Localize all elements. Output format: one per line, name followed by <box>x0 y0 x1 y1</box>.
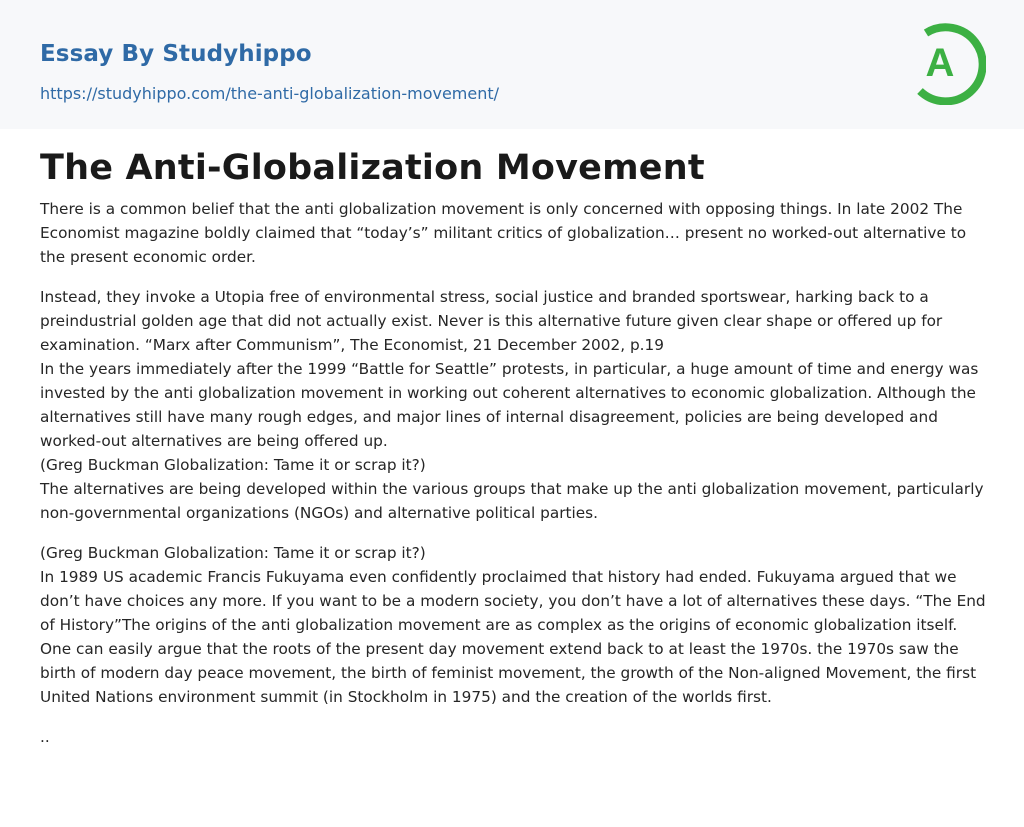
citation-line: (Greg Buckman Globalization: Tame it or scrap it?) <box>40 456 426 474</box>
ellipsis-line: .. <box>40 728 50 746</box>
page-title: The Anti-Globalization Movement <box>40 148 705 188</box>
paragraph-line: In the years immediately after the 1999 “Battle for Seattle” protests, in particular, a huge amount of time and energy was invested by the anti globalization movement in working out coherent alternatives to economic globalization. Although the alternatives still have many rough edges, and major lines of internal disagreement, policies are being developed and worked-out alternatives are being offered up. <box>40 360 979 450</box>
paragraph-2 <box>40 285 988 525</box>
paragraph-line: Instead, they invoke a Utopia free of environmental stress, social justice and branded sportswear, harking back to a preindustrial golden age that did not actually exist. Never is this alternative future given clear shape or offered up for examination. “Marx after Communism”, The Economist, 21 December 2002, p.19 <box>40 288 943 354</box>
paragraph-line: In 1989 US academic Francis Fukuyama even confidently proclaimed that history had ended. Fukuyama argued that we don’t have choices any more. If you want to be a modern society, you don’t have a lot of alternatives these days. “The End of History”The origins of the anti globalization movement are as complex as the origins of economic globalization itself. One can easily argue that the roots of the present day movement extend back to at least the 1970s. the 1970s saw the birth of modern day peace movement, the birth of feminist movement, the growth of the Non-aligned Movement, the first United Nations environment summit (in Stockholm in 1975) and the creation of the worlds first. <box>40 568 986 706</box>
essay-body <box>40 145 988 749</box>
studyhippo-logo-icon[interactable] <box>912 19 986 105</box>
citation-line: (Greg Buckman Globalization: Tame it or scrap it?) <box>40 544 426 562</box>
paragraph-3 <box>40 541 988 709</box>
source-url-link[interactable]: https://studyhippo.com/the-anti-globalization-movement/ <box>40 84 500 103</box>
brand-title[interactable]: Essay By Studyhippo <box>40 41 312 67</box>
logo-letter: A <box>925 41 955 85</box>
paragraph-line: There is a common belief that the anti globalization movement is only concerned with opposing things. In late 2002 The Economist magazine boldly claimed that “today’s” militant critics of globalization… present no worked-out alternative to the present economic order. <box>40 200 967 266</box>
paragraph-line: The alternatives are being developed within the various groups that make up the anti globalization movement, particularly non-governmental organizations (NGOs) and alternative political parties. <box>40 480 984 522</box>
site-header <box>0 0 1024 129</box>
paragraph-4 <box>40 725 988 749</box>
paragraph-1 <box>40 197 988 269</box>
